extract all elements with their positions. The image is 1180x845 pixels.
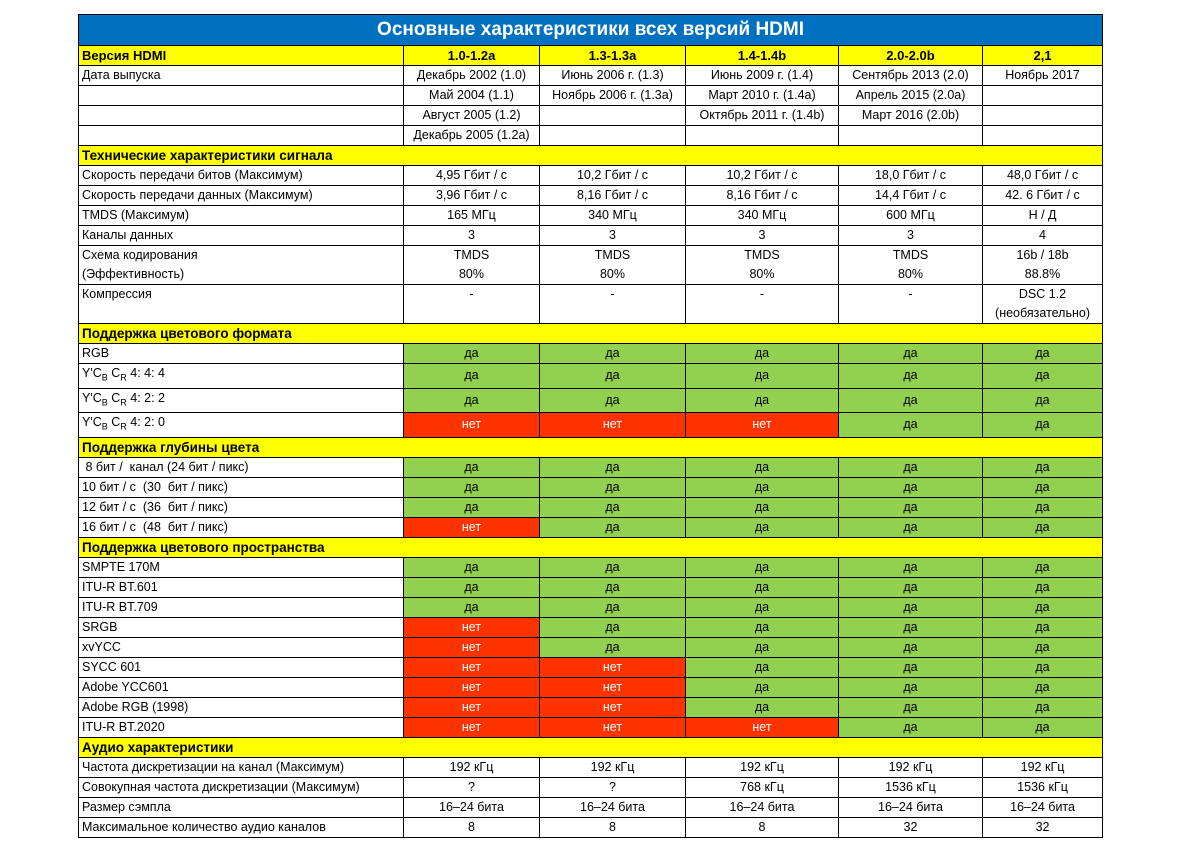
- section-title: Технические характеристики сигнала: [79, 146, 1103, 166]
- space-label: xvYCC: [79, 637, 404, 657]
- audio-cell: 192 кГц: [983, 757, 1103, 777]
- audio-cell: 8: [404, 817, 540, 837]
- release-row-2: [79, 86, 1103, 106]
- support-cell: да: [983, 717, 1103, 737]
- audio-cell: 16–24 бита: [404, 797, 540, 817]
- support-cell: да: [983, 364, 1103, 389]
- release-cell: [983, 126, 1103, 146]
- space-row: [79, 577, 1103, 597]
- compression-note: [841, 304, 980, 323]
- section-header-color-space: [79, 537, 1103, 557]
- section-header-tech: [79, 146, 1103, 166]
- channels-cell: 3: [404, 226, 540, 246]
- support-cell: да: [686, 344, 839, 364]
- ycbcr-422-row: [79, 388, 1103, 413]
- support-cell: да: [404, 597, 540, 617]
- version-header-label: Версия HDMI: [79, 46, 404, 66]
- support-cell: да: [983, 497, 1103, 517]
- support-cell: да: [839, 364, 983, 389]
- tmds-cell: 340 МГц: [686, 206, 839, 226]
- support-cell: да: [983, 344, 1103, 364]
- datarate-cell: 42. 6 Гбит / с: [983, 186, 1103, 206]
- datarate-cell: 3,96 Гбит / с: [404, 186, 540, 206]
- release-cell: Декабрь 2005 (1.2a): [404, 126, 540, 146]
- support-cell: да: [404, 344, 540, 364]
- encoding-scheme: TMDS: [744, 248, 780, 262]
- audio-cell: 32: [839, 817, 983, 837]
- tmds-cell: 600 МГц: [839, 206, 983, 226]
- support-cell: да: [404, 557, 540, 577]
- section-title: Поддержка цветового формата: [79, 324, 1103, 344]
- support-cell: нет: [540, 413, 686, 438]
- audio-cell: 8: [686, 817, 839, 837]
- support-cell: нет: [404, 697, 540, 717]
- space-row: [79, 637, 1103, 657]
- release-cell: Август 2005 (1.2): [404, 106, 540, 126]
- support-cell: да: [540, 617, 686, 637]
- audio-label: Максимальное количество аудио каналов: [79, 817, 404, 837]
- audio-row: [79, 817, 1103, 837]
- depth-label: 8 бит / канал (24 бит / пикс): [79, 457, 404, 477]
- support-cell: да: [686, 697, 839, 717]
- support-cell: да: [983, 637, 1103, 657]
- encoding-label-line1: Схема кодирования: [82, 248, 198, 262]
- datarate-cell: 8,16 Гбит / с: [686, 186, 839, 206]
- release-cell: Сентябрь 2013 (2.0): [839, 66, 983, 86]
- datarate-label: Скорость передачи данных (Максимум): [79, 186, 404, 206]
- section-header-audio: [79, 737, 1103, 757]
- support-cell: нет: [540, 697, 686, 717]
- release-cell: Декабрь 2002 (1.0): [404, 66, 540, 86]
- release-row-1: [79, 66, 1103, 86]
- compression-note: [688, 304, 836, 323]
- encoding-row: [79, 246, 1103, 285]
- support-cell: да: [983, 477, 1103, 497]
- support-cell: да: [839, 577, 983, 597]
- support-cell: нет: [404, 717, 540, 737]
- support-cell: да: [540, 557, 686, 577]
- ycbcr-422-label: $Y'C_B$ $C_R$ 4: 2: 2: [79, 388, 404, 413]
- audio-label: Размер сэмпла: [79, 797, 404, 817]
- compression-cell: [839, 285, 983, 324]
- support-cell: да: [686, 657, 839, 677]
- support-cell: да: [839, 617, 983, 637]
- support-cell: да: [540, 597, 686, 617]
- hdmi-spec-table: [78, 14, 1103, 838]
- release-row-4: [79, 126, 1103, 146]
- space-label: SMPTE 170M: [79, 557, 404, 577]
- release-cell: [540, 126, 686, 146]
- release-cell: Апрель 2015 (2.0a): [839, 86, 983, 106]
- depth-12-row: [79, 497, 1103, 517]
- space-label: SRGB: [79, 617, 404, 637]
- ycbcr-444-label: $Y'C_B$ $C_R$ 4: 4: 4: [79, 364, 404, 389]
- support-cell: да: [540, 344, 686, 364]
- support-cell: да: [404, 457, 540, 477]
- support-cell: да: [540, 364, 686, 389]
- support-cell: да: [983, 677, 1103, 697]
- audio-cell: 768 кГц: [686, 777, 839, 797]
- depth-label: 10 бит / с (30 бит / пикс): [79, 477, 404, 497]
- audio-label: Совокупная частота дискретизации (Максимум): [79, 777, 404, 797]
- release-cell: [983, 86, 1103, 106]
- space-label: ITU-R BT.601: [79, 577, 404, 597]
- support-cell: да: [686, 677, 839, 697]
- audio-cell: 32: [983, 817, 1103, 837]
- support-cell: да: [686, 388, 839, 413]
- audio-cell: ?: [540, 777, 686, 797]
- support-cell: да: [839, 557, 983, 577]
- support-cell: да: [983, 517, 1103, 537]
- ycbcr-420-row: [79, 413, 1103, 438]
- encoding-label: [79, 246, 404, 285]
- encoding-efficiency: 80%: [897, 267, 924, 281]
- support-cell: нет: [686, 413, 839, 438]
- release-cell: Ноябрь 2006 г. (1.3a): [540, 86, 686, 106]
- audio-cell: 16–24 бита: [686, 797, 839, 817]
- compression-value: -: [469, 287, 474, 301]
- support-cell: да: [540, 457, 686, 477]
- channels-cell: 3: [686, 226, 839, 246]
- bitrate-cell: 10,2 Гбит / с: [540, 166, 686, 186]
- space-row: [79, 677, 1103, 697]
- audio-cell: 16–24 бита: [540, 797, 686, 817]
- bitrate-cell: 4,95 Гбит / с: [404, 166, 540, 186]
- depth-label: 12 бит / с (36 бит / пикс): [79, 497, 404, 517]
- hdmi-spec-table-container: [78, 14, 1102, 838]
- support-cell: да: [404, 577, 540, 597]
- section-title: Аудио характеристики: [79, 737, 1103, 757]
- compression-value: -: [908, 287, 913, 301]
- bitrate-label: Скорость передачи битов (Максимум): [79, 166, 404, 186]
- datarate-cell: 14,4 Гбит / с: [839, 186, 983, 206]
- support-cell: нет: [540, 677, 686, 697]
- support-cell: нет: [404, 657, 540, 677]
- support-cell: да: [839, 657, 983, 677]
- depth-10-row: [79, 477, 1103, 497]
- release-cell: [686, 126, 839, 146]
- support-cell: да: [839, 697, 983, 717]
- depth-16-row: [79, 517, 1103, 537]
- channels-row: [79, 226, 1103, 246]
- audio-cell: 192 кГц: [839, 757, 983, 777]
- support-cell: да: [540, 388, 686, 413]
- bitrate-cell: 10,2 Гбит / с: [686, 166, 839, 186]
- support-cell: да: [983, 577, 1103, 597]
- support-cell: да: [983, 697, 1103, 717]
- space-row: [79, 657, 1103, 677]
- datarate-cell: 8,16 Гбит / с: [540, 186, 686, 206]
- support-cell: да: [686, 517, 839, 537]
- support-cell: да: [686, 477, 839, 497]
- release-cell: [540, 106, 686, 126]
- compression-cell: [686, 285, 839, 324]
- audio-row: [79, 757, 1103, 777]
- tmds-cell: 165 МГц: [404, 206, 540, 226]
- support-cell: да: [540, 497, 686, 517]
- bitrate-row: [79, 166, 1103, 186]
- channels-cell: 3: [540, 226, 686, 246]
- release-cell: Ноябрь 2017: [983, 66, 1103, 86]
- support-cell: нет: [540, 657, 686, 677]
- release-row-3: [79, 106, 1103, 126]
- space-label: Adobe YCC601: [79, 677, 404, 697]
- encoding-efficiency: 80%: [749, 267, 775, 281]
- space-label: Adobe RGB (1998): [79, 697, 404, 717]
- space-label: ITU-R BT.709: [79, 597, 404, 617]
- tmds-cell: Н / Д: [983, 206, 1103, 226]
- support-cell: нет: [404, 637, 540, 657]
- bitrate-cell: 18,0 Гбит / с: [839, 166, 983, 186]
- support-cell: да: [839, 717, 983, 737]
- encoding-cell: [686, 246, 839, 285]
- release-empty-label: [79, 106, 404, 126]
- support-cell: нет: [686, 717, 839, 737]
- version-2-0: 2.0-2.0b: [839, 46, 983, 66]
- support-cell: да: [404, 477, 540, 497]
- audio-cell: ?: [404, 777, 540, 797]
- support-cell: да: [540, 477, 686, 497]
- support-cell: нет: [404, 677, 540, 697]
- compression-cell: [983, 285, 1103, 324]
- compression-value: DSC 1.2: [1018, 287, 1067, 301]
- support-cell: нет: [540, 717, 686, 737]
- support-cell: да: [839, 677, 983, 697]
- release-cell: Март 2016 (2.0b): [839, 106, 983, 126]
- support-cell: да: [686, 557, 839, 577]
- space-row: [79, 697, 1103, 717]
- support-cell: да: [839, 497, 983, 517]
- support-cell: да: [839, 517, 983, 537]
- support-cell: да: [983, 388, 1103, 413]
- support-cell: да: [686, 577, 839, 597]
- space-row: [79, 617, 1103, 637]
- version-header-row: [79, 46, 1103, 66]
- support-cell: да: [839, 477, 983, 497]
- compression-cell: [404, 285, 540, 324]
- space-label: SYCC 601: [79, 657, 404, 677]
- datarate-row: [79, 186, 1103, 206]
- support-cell: да: [983, 617, 1103, 637]
- compression-note: [406, 304, 537, 323]
- support-cell: да: [686, 637, 839, 657]
- support-cell: нет: [404, 413, 540, 438]
- release-cell: Март 2010 г. (1.4a): [686, 86, 839, 106]
- support-cell: да: [686, 597, 839, 617]
- encoding-scheme: TMDS: [892, 248, 929, 262]
- support-cell: да: [983, 557, 1103, 577]
- rgb-row: [79, 344, 1103, 364]
- version-1-0: 1.0-1.2a: [404, 46, 540, 66]
- channels-cell: 4: [983, 226, 1103, 246]
- ycbcr-444-row: [79, 364, 1103, 389]
- support-cell: да: [540, 577, 686, 597]
- support-cell: да: [839, 457, 983, 477]
- support-cell: да: [983, 413, 1103, 438]
- encoding-efficiency: 88.8%: [1024, 267, 1061, 281]
- tmds-cell: 340 МГц: [540, 206, 686, 226]
- tmds-row: [79, 206, 1103, 226]
- support-cell: да: [686, 364, 839, 389]
- encoding-label-line2: (Эффективность): [82, 267, 185, 281]
- encoding-scheme: 16b / 18b: [1016, 248, 1069, 262]
- release-empty-label: [79, 86, 404, 106]
- compression-cell: [540, 285, 686, 324]
- space-label: ITU-R BT.2020: [79, 717, 404, 737]
- support-cell: нет: [404, 517, 540, 537]
- encoding-scheme: TMDS: [453, 248, 490, 262]
- table-title-row: [79, 15, 1103, 46]
- compression-note: (необязательно): [995, 306, 1091, 320]
- audio-cell: 16–24 бита: [839, 797, 983, 817]
- encoding-scheme: TMDS: [594, 248, 631, 262]
- support-cell: да: [983, 457, 1103, 477]
- release-empty-label: [79, 126, 404, 146]
- compression-row: [79, 285, 1103, 324]
- channels-cell: 3: [839, 226, 983, 246]
- depth-8-row: [79, 457, 1103, 477]
- support-cell: да: [983, 597, 1103, 617]
- encoding-cell: [540, 246, 686, 285]
- support-cell: да: [404, 497, 540, 517]
- support-cell: да: [540, 517, 686, 537]
- support-cell: да: [983, 657, 1103, 677]
- ycbcr-420-label: $Y'C_B$ $C_R$ 4: 2: 0: [79, 413, 404, 438]
- audio-cell: 1536 кГц: [839, 777, 983, 797]
- bitrate-cell: 48,0 Гбит / с: [983, 166, 1103, 186]
- release-cell: Октябрь 2011 г. (1.4b): [686, 106, 839, 126]
- tmds-label: TMDS (Максимум): [79, 206, 404, 226]
- release-cell: Июнь 2009 г. (1.4): [686, 66, 839, 86]
- release-label: Дата выпуска: [79, 66, 404, 86]
- depth-label: 16 бит / с (48 бит / пикс): [79, 517, 404, 537]
- release-cell: Май 2004 (1.1): [404, 86, 540, 106]
- audio-cell: 1536 кГц: [983, 777, 1103, 797]
- support-cell: да: [839, 344, 983, 364]
- space-row: [79, 597, 1103, 617]
- version-1-3: 1.3-1.3a: [540, 46, 686, 66]
- audio-label: Частота дискретизации на канал (Максимум): [79, 757, 404, 777]
- audio-cell: 16–24 бита: [983, 797, 1103, 817]
- encoding-cell: [839, 246, 983, 285]
- compression-value: -: [759, 287, 765, 301]
- section-header-color-depth: [79, 437, 1103, 457]
- compression-label: [79, 285, 404, 324]
- space-row: [79, 557, 1103, 577]
- encoding-efficiency: 80%: [599, 267, 626, 281]
- compression-label-text: Компрессия: [82, 287, 152, 301]
- channels-label: Каналы данных: [79, 226, 404, 246]
- compression-note: [542, 304, 683, 323]
- encoding-cell: [404, 246, 540, 285]
- release-cell: Июнь 2006 г. (1.3): [540, 66, 686, 86]
- support-cell: да: [839, 388, 983, 413]
- rgb-label: RGB: [79, 344, 404, 364]
- support-cell: да: [839, 637, 983, 657]
- support-cell: да: [686, 497, 839, 517]
- support-cell: да: [839, 413, 983, 438]
- support-cell: да: [839, 597, 983, 617]
- support-cell: нет: [404, 617, 540, 637]
- audio-cell: 192 кГц: [540, 757, 686, 777]
- table-title: Основные характеристики всех версий HDMI: [79, 15, 1103, 46]
- section-title: Поддержка глубины цвета: [79, 437, 1103, 457]
- encoding-efficiency: 80%: [458, 267, 485, 281]
- support-cell: да: [540, 637, 686, 657]
- support-cell: да: [686, 457, 839, 477]
- version-2-1: 2,1: [983, 46, 1103, 66]
- support-cell: да: [404, 388, 540, 413]
- audio-cell: 192 кГц: [404, 757, 540, 777]
- compression-value: -: [610, 287, 615, 301]
- audio-row: [79, 797, 1103, 817]
- release-cell: [983, 106, 1103, 126]
- section-header-color-format: [79, 324, 1103, 344]
- support-cell: да: [686, 617, 839, 637]
- audio-cell: 8: [540, 817, 686, 837]
- release-cell: [839, 126, 983, 146]
- space-row: [79, 717, 1103, 737]
- version-1-4: 1.4-1.4b: [686, 46, 839, 66]
- support-cell: да: [404, 364, 540, 389]
- audio-cell: 192 кГц: [686, 757, 839, 777]
- section-title: Поддержка цветового пространства: [79, 537, 1103, 557]
- encoding-cell: [983, 246, 1103, 285]
- audio-row: [79, 777, 1103, 797]
